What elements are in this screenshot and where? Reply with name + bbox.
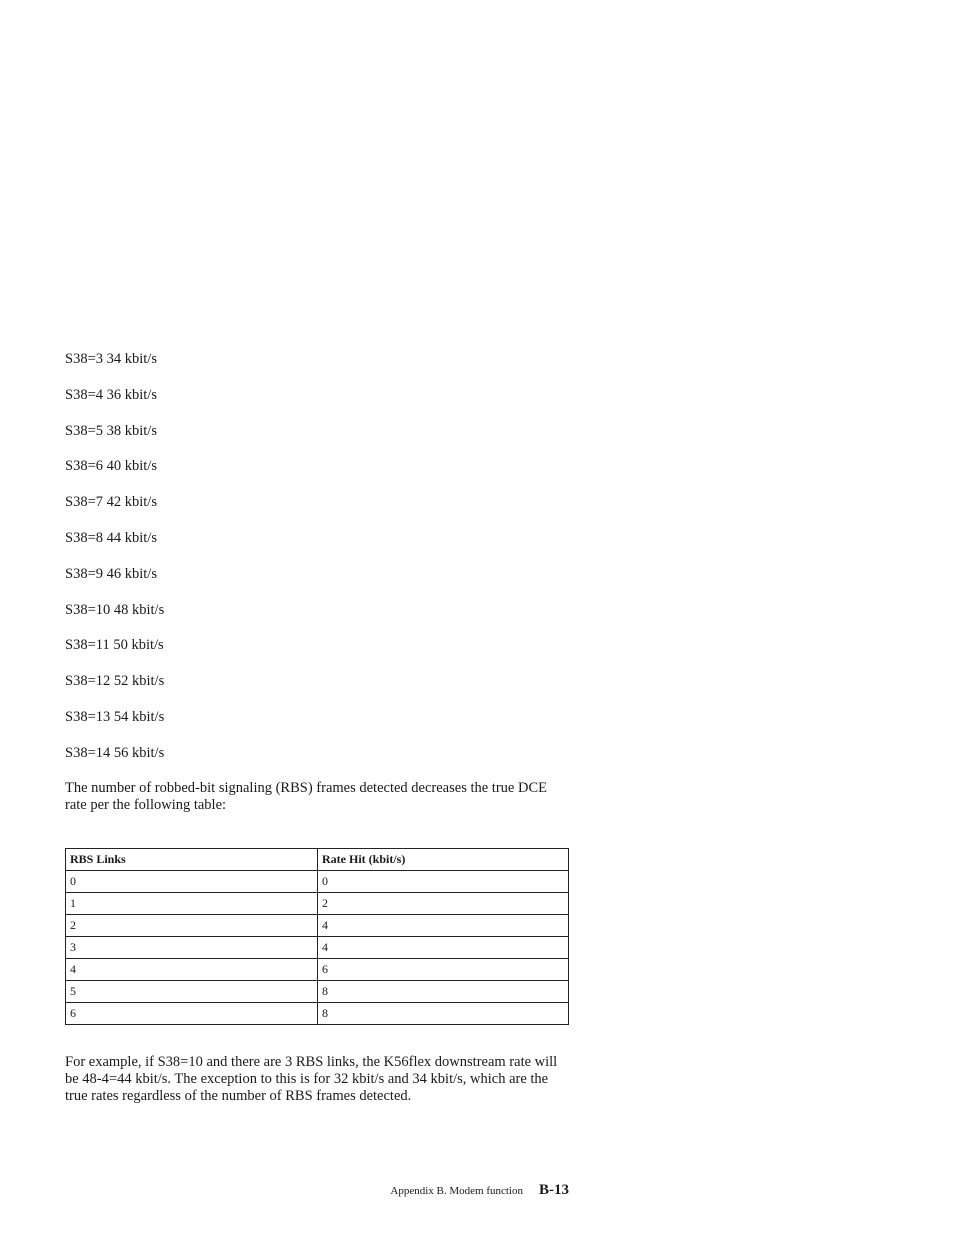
table-cell: 5 [66, 981, 318, 1003]
table-cell: 4 [318, 937, 569, 959]
table-row [66, 959, 569, 981]
list-item: S38=7 42 kbit/s [65, 494, 157, 511]
table-row [66, 937, 569, 959]
page-number: B-13 [539, 1182, 569, 1198]
list-item: S38=5 38 kbit/s [65, 422, 157, 439]
table-header-row [66, 849, 569, 871]
footer-section-title: Appendix B. Modem function [390, 1185, 523, 1197]
column-header-rbs-links: RBS Links [66, 849, 318, 871]
list-item: S38=6 40 kbit/s [65, 458, 157, 475]
s38-settings-list [65, 349, 164, 779]
list-item: S38=11 50 kbit/s [65, 637, 164, 654]
table-cell: 6 [66, 1003, 318, 1025]
table-cell: 0 [66, 871, 318, 893]
list-item: S38=3 34 kbit/s [65, 351, 157, 367]
table-cell: 8 [318, 981, 569, 1003]
list-item: S38=8 44 kbit/s [65, 529, 157, 546]
table-row [66, 915, 569, 937]
list-item: S38=13 54 kbit/s [65, 708, 165, 725]
example-paragraph: For example, if S38=10 and there are 3 RBS links, the K56flex downstream rate will be 48-4=44 kbit/s. The exception to this is for 32 kbit/s and 34 kbit/s, which are the true rates regardless of the number of RBS frames detected. [65, 1054, 558, 1104]
list-item: S38=12 52 kbit/s [65, 673, 165, 690]
list-item: S38=14 56 kbit/s [65, 744, 165, 761]
column-header-rate-hit: Rate Hit (kbit/s) [318, 849, 569, 871]
table-row [66, 871, 569, 893]
table-cell: 0 [318, 871, 569, 893]
page-footer [390, 1181, 569, 1199]
table-cell: 2 [66, 915, 318, 937]
intro-paragraph: The number of robbed-bit signaling (RBS) frames detected decreases the true DCE rate per the following table: [65, 780, 547, 813]
table-cell: 2 [318, 893, 569, 915]
rbs-table [65, 848, 569, 1025]
table-row [66, 893, 569, 915]
table-cell: 1 [66, 893, 318, 915]
list-item: S38=9 46 kbit/s [65, 565, 157, 582]
table-cell: 8 [318, 1003, 569, 1025]
table-cell: 6 [318, 959, 569, 981]
table-row [66, 981, 569, 1003]
list-item: S38=4 36 kbit/s [65, 386, 157, 403]
table-row [66, 1003, 569, 1025]
table-cell: 4 [66, 959, 318, 981]
list-item: S38=10 48 kbit/s [65, 601, 165, 618]
table-cell: 3 [66, 937, 318, 959]
table-cell: 4 [318, 915, 569, 937]
